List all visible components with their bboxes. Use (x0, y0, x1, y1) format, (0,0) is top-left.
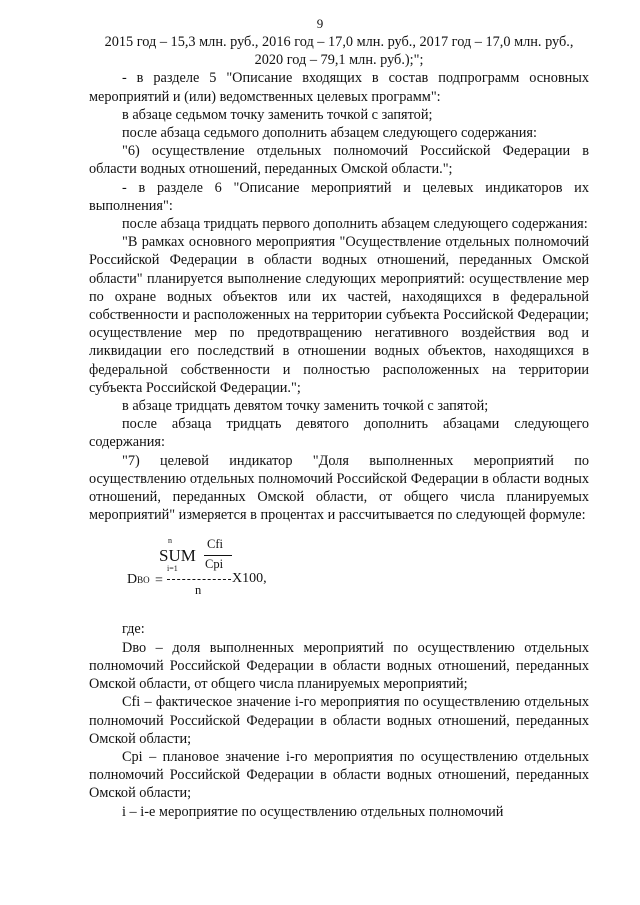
paragraph: - в разделе 6 "Описание мероприятий и целевых индикаторов их выполнения": (89, 179, 589, 214)
inner-fraction-line (204, 555, 232, 556)
paragraphs-after-formula (89, 620, 589, 820)
main-fraction-line (167, 579, 231, 580)
paragraph: "6) осуществление отдельных полномочий Российской Федерации в области водных отношений, переданных Омской области."; (89, 143, 589, 178)
sum-lower-limit: i=1 (167, 564, 178, 574)
paragraph: в абзаце седьмом точку заменить точкой с запятой; (122, 106, 433, 123)
sum-symbol: SUM (159, 546, 196, 566)
paragraph: после абзаца тридцать первого дополнить абзацем следующего содержания: (122, 216, 588, 233)
paragraph: в абзаце тридцать девятом точку заменить точкой с запятой; (122, 398, 489, 415)
paragraph: после абзаца тридцать девятого дополнить абзацами следующего содержания: (89, 416, 589, 451)
paragraph: - в разделе 5 "Описание входящих в состав подпрограмм основных мероприятий и (или) ведомственных целевых программ": (89, 70, 589, 105)
fraction-numerator: Cfi (207, 537, 223, 552)
paragraph: "7) целевой индикатор "Доля выполненных мероприятий по осуществлению отдельных полномочий Российской Федерации в области водных отношений, переданных Омской области, от общего числа планируемых мероприятий" измеряется в процентах и рассчитывается по следующей формуле: (89, 452, 589, 524)
paragraph: Cfi – фактическое значение i-го мероприятия по осуществлению отдельных полномочий Российской Федерации в области водных отношений, переданных Омской области; (89, 694, 589, 747)
formula-multiplier: X100, (232, 571, 267, 587)
main-denominator: n (195, 583, 202, 598)
formula-lhs-symbol: D (127, 572, 138, 588)
document-body (89, 33, 589, 821)
formula (89, 524, 589, 620)
equals-sign: = (155, 573, 163, 589)
paragraph: после абзаца седьмого дополнить абзацем следующего содержания: (122, 125, 537, 142)
formula-lhs-subscript: ВО (137, 575, 150, 586)
paragraph: "В рамках основного мероприятия "Осуществление отдельных полномочий Российской Федерации в области водных отношений, переданных Омской области" планируется выполнение следующих мероприятий: осуществление мер по охране водных объектов или их частей, находящихся в федеральной собственности и расположенных на территории субъекта Российской Федерации; осуществление мер по предотвращению негативного воздействия вод и ликвидации его последствий в отношении водных объектов, находящихся в федеральной собственности и полностью расположенных на территории субъекта Российской Федерации."; (89, 234, 589, 396)
paragraph: i – i-е мероприятие по осуществлению отдельных полномочий (122, 803, 504, 820)
page-number: 9 (316, 16, 324, 31)
paragraph: 2015 год – 15,3 млн. руб., 2016 год – 17,0 млн. руб., 2017 год – 17,0 млн. руб., 2020 год – 79,1 млн. руб.);"; (104, 34, 574, 69)
sum-upper-limit: n (168, 536, 172, 546)
fraction-denominator: Cpi (205, 557, 224, 572)
formula-lhs (127, 573, 150, 587)
paragraph: где: (122, 621, 145, 638)
paragraphs-before-formula (89, 33, 589, 524)
paragraph: Cpi – плановое значение i-го мероприятия по осуществлению отдельных полномочий Российской Федерации в области водных отношений, переданных Омской области; (89, 748, 589, 802)
paragraph: Dво – доля выполненных мероприятий по осуществлению отдельных полномочий Российской Федерации в области водных отношений, переданных Омской области, от общего числа планируемых мероприятий; (89, 639, 589, 693)
